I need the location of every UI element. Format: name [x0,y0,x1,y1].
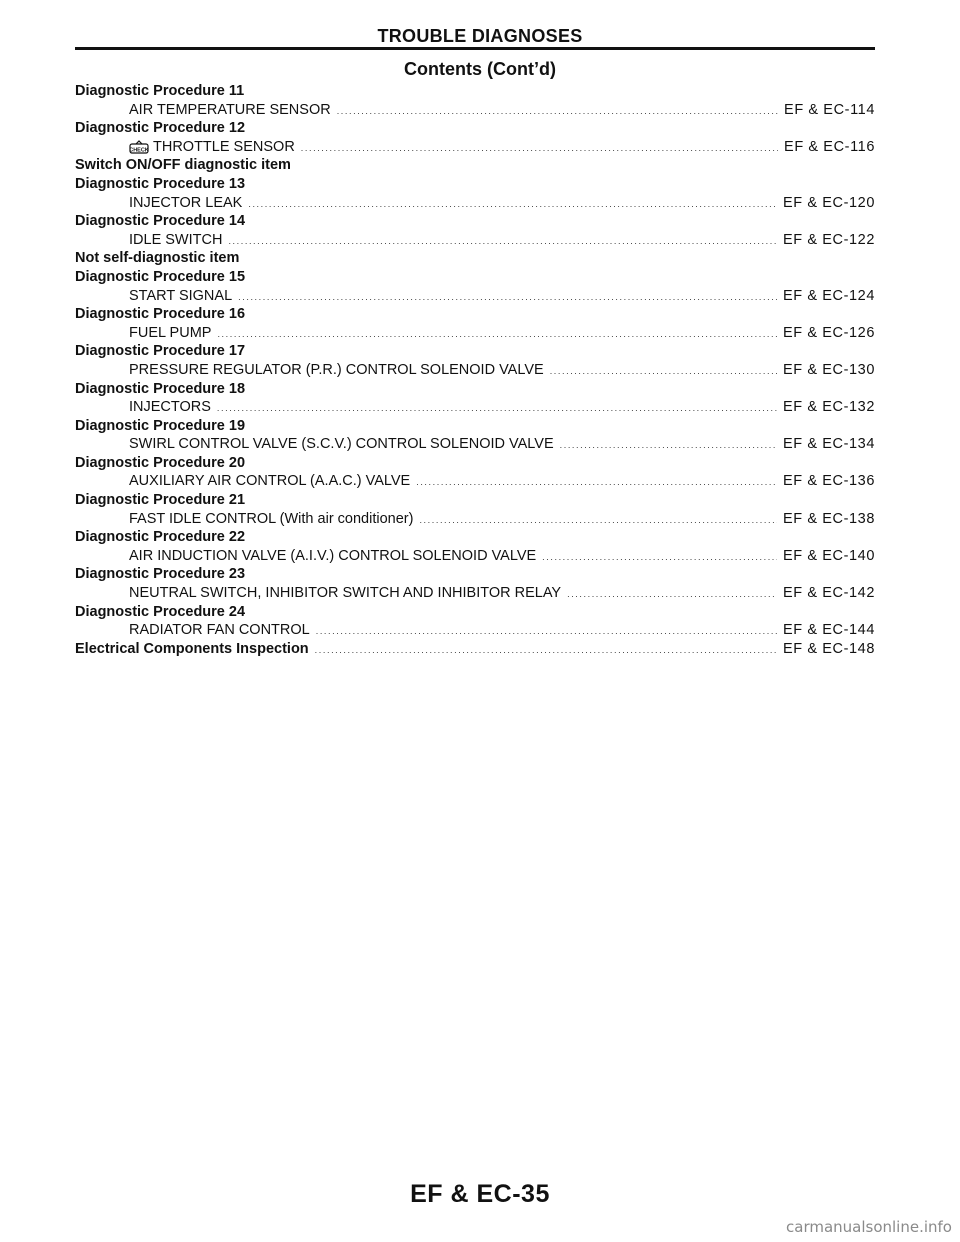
toc-entry-label: INJECTORS [129,399,211,416]
dot-leader [550,362,777,381]
toc-entry-label: AIR TEMPERATURE SENSOR [129,101,331,118]
page-number: EF & EC-35 [410,1180,550,1208]
toc-entry-title [129,287,232,306]
toc-section-heading: Diagnostic Procedure 23 [75,566,246,583]
header-divider [75,47,875,50]
dot-leader [560,436,777,455]
dot-leader [217,399,777,418]
table-of-contents [75,82,875,658]
toc-entry-label: START SIGNAL [129,287,233,304]
toc-section-heading: Diagnostic Procedure 21 [75,492,246,509]
toc-entry-title [129,510,413,529]
toc-section-heading: Diagnostic Procedure 11 [75,83,245,99]
toc-entry-title [129,231,222,250]
toc-section-heading: Switch ON/OFF diagnostic item [75,157,291,174]
toc-section-heading: Diagnostic Procedure 17 [75,343,246,360]
toc-entry-title [129,435,554,454]
toc-section-heading: Diagnostic Procedure 20 [75,454,246,471]
toc-entry[interactable] [75,194,875,213]
toc-entry-page-ref: EF & EC-124 [782,287,875,304]
toc-entry[interactable] [75,584,875,603]
toc-entry-title [129,584,561,603]
toc-entry-label: NEUTRAL SWITCH, INHIBITOR SWITCH AND INHIBITOR RELAY [129,585,562,602]
toc-entry-page-ref: EF & EC-140 [782,547,875,564]
toc-entry-label: FUEL PUMP [129,324,212,341]
toc-entry-title [129,472,410,491]
toc-section-heading: Diagnostic Procedure 22 [75,529,246,546]
toc-section-heading: Diagnostic Procedure 19 [75,417,246,434]
dot-leader [542,548,777,567]
toc-entry-page-ref: EF & EC-144 [782,622,875,639]
toc-entry-label: IDLE SWITCH [129,231,223,248]
toc-entry-label: AIR INDUCTION VALVE (A.I.V.) CONTROL SOLENOID VALVE [129,547,537,564]
dot-leader [248,195,777,214]
toc-entry-page-ref: EF & EC-142 [782,585,875,602]
toc-entry-title [129,547,536,566]
toc-entry[interactable] [75,231,875,250]
toc-section-heading: Diagnostic Procedure 24 [75,603,246,620]
toc-section-heading: Diagnostic Procedure 12 [75,120,246,137]
toc-section-heading: Not self-diagnostic item [75,250,240,267]
toc-entry-title [129,138,295,157]
toc-entry[interactable] [75,472,875,491]
dot-leader [315,641,777,660]
toc-entry-title [75,640,309,659]
page-header-title: TROUBLE DIAGNOSES [377,26,583,46]
toc-entry-page-ref: EF & EC-136 [782,473,875,490]
check-icon [129,140,149,154]
toc-entry[interactable] [75,435,875,454]
toc-entry-label: PRESSURE REGULATOR (P.R.) CONTROL SOLENOID VALVE [129,361,544,378]
toc-entry-label: INJECTOR LEAK [129,194,243,211]
toc-entry[interactable] [75,640,875,659]
toc-entry-label: THROTTLE SENSOR [153,138,295,155]
toc-entry-label: FAST IDLE CONTROL (With air conditioner) [129,510,414,527]
dot-leader [228,232,777,251]
svg-text:CHECK: CHECK [129,147,149,154]
toc-entry[interactable] [75,547,875,566]
toc-entry-page-ref: EF & EC-120 [782,194,875,211]
page-subtitle: Contents (Cont’d) [404,59,556,79]
toc-section-heading: Diagnostic Procedure 13 [75,175,246,192]
toc-entry-label: RADIATOR FAN CONTROL [129,622,310,639]
toc-section-heading: Diagnostic Procedure 16 [75,306,246,323]
toc-entry-label: SWIRL CONTROL VALVE (S.C.V.) CONTROL SOLENOID VALVE [129,436,554,453]
dot-leader [316,622,777,641]
toc-entry-page-ref: EF & EC-116 [784,138,875,155]
toc-entry[interactable] [75,324,875,343]
toc-entry-page-ref: EF & EC-130 [782,361,875,378]
toc-entry-title [129,194,242,213]
toc-section-heading: Diagnostic Procedure 14 [75,213,246,230]
toc-entry-label: Electrical Components Inspection [75,640,309,657]
toc-entry-page-ref: EF & EC-126 [782,324,875,341]
dot-leader [416,473,777,492]
toc-entry-title [129,398,211,417]
toc-entry[interactable] [75,510,875,529]
toc-entry-title [129,101,331,120]
toc-entry[interactable] [75,361,875,380]
toc-entry[interactable] [75,138,875,157]
site-watermark[interactable]: carmanualsonline.info [786,1218,952,1236]
toc-entry-page-ref: EF & EC-132 [782,399,875,416]
dot-leader [419,511,777,530]
toc-entry-title [129,361,544,380]
toc-entry[interactable] [75,621,875,640]
toc-entry-label: AUXILIARY AIR CONTROL (A.A.C.) VALVE [129,473,411,490]
toc-entry[interactable] [75,287,875,306]
toc-entry-page-ref: EF & EC-148 [782,640,875,657]
dot-leader [567,585,777,604]
dot-leader [217,325,777,344]
toc-entry-title [129,621,310,640]
toc-entry-page-ref: EF & EC-122 [782,231,875,248]
toc-entry[interactable] [75,101,875,120]
dot-leader [238,288,777,307]
dot-leader [301,139,778,158]
toc-entry-title [129,324,211,343]
toc-section-heading: Diagnostic Procedure 15 [75,268,246,285]
toc-entry-page-ref: EF & EC-114 [784,101,875,118]
toc-entry[interactable] [75,398,875,417]
toc-entry-page-ref: EF & EC-134 [782,436,875,453]
toc-section-heading: Diagnostic Procedure 18 [75,380,246,397]
toc-entry-page-ref: EF & EC-138 [782,510,875,527]
dot-leader [337,102,778,121]
